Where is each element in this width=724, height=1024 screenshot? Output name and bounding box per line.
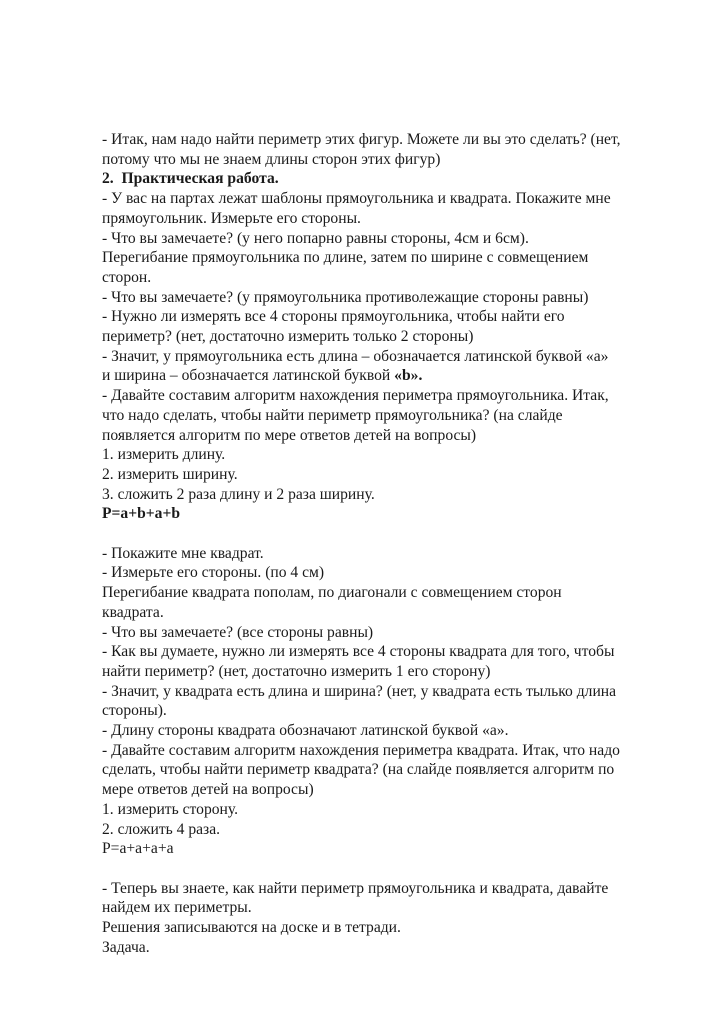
algorithm-step: 2. сложить 4 раза. bbox=[102, 820, 221, 838]
algorithm-step: 2. измерить ширину. bbox=[102, 465, 238, 483]
text-line: - Итак, нам надо найти периметр этих фигур. Можете ли вы это сделать? (нет, bbox=[102, 131, 621, 148]
text-line: - Что вы замечаете? (все стороны равны) bbox=[102, 623, 374, 641]
algorithm-step: 3. сложить 2 раза длину и 2 раза ширину. bbox=[102, 485, 375, 503]
text-line: Перегибание прямоугольника по длине, затем по ширине с совмещением bbox=[102, 249, 589, 267]
text-line: потому что мы не знаем длины сторон этих фигур) bbox=[102, 150, 441, 168]
text-line: квадрата. bbox=[102, 603, 164, 621]
text-line: - Как вы думаете, нужно ли измерять все 4 стороны квадрата для того, чтобы bbox=[102, 643, 615, 661]
section-title: Практическая работа. bbox=[121, 170, 279, 188]
section-heading bbox=[102, 169, 682, 189]
text-line: - Значит, у прямоугольника есть длина – обозначается латинской буквой «a» bbox=[102, 347, 609, 365]
text-line: что надо сделать, чтобы найти периметр прямоугольника? (на слайде bbox=[102, 406, 563, 424]
text-line: - Нужно ли измерять все 4 стороны прямоугольника, чтобы найти его bbox=[102, 308, 565, 326]
blank-line bbox=[102, 859, 682, 879]
text-line: - Что вы замечаете? (у прямоугольника противолежащие стороны равны) bbox=[102, 288, 589, 306]
text-line: - Теперь вы знаете, как найти периметр прямоугольника и квадрата, давайте bbox=[102, 879, 609, 897]
text-line: - Измерьте его стороны. (по 4 см) bbox=[102, 564, 325, 582]
text-line: появляется алгоритм по мере ответов детей на вопросы) bbox=[102, 426, 477, 444]
letter-b: «b». bbox=[394, 367, 423, 385]
document-page bbox=[102, 130, 682, 958]
text-line: прямоугольник. Измерьте его стороны. bbox=[102, 209, 361, 227]
rectangle-formula: P=a+b+a+b bbox=[102, 505, 181, 523]
text-line: мере ответов детей на вопросы) bbox=[102, 781, 314, 799]
section-number: 2. bbox=[102, 170, 114, 188]
text-line: - Что вы замечаете? (у него попарно равны стороны, 4см и 6см). bbox=[102, 229, 529, 247]
text-line bbox=[102, 366, 682, 386]
text-line: стороны). bbox=[102, 702, 167, 720]
algorithm-step: 1. измерить сторону. bbox=[102, 800, 239, 818]
text-line: Решения записываются на доске и в тетради. bbox=[102, 919, 401, 937]
text-line: - Длину стороны квадрата обозначают латинской буквой «а». bbox=[102, 722, 509, 740]
text-line: - Значит, у квадрата есть длина и ширина? (нет, у квадрата есть тылько длина bbox=[102, 682, 617, 700]
text-line: - У вас на партах лежат шаблоны прямоугольника и квадрата. Покажите мне bbox=[102, 190, 611, 208]
text-fragment: и ширина – обозначается латинской буквой bbox=[102, 367, 395, 385]
text-line: - Давайте составим алгоритм нахождения периметра квадрата. Итак, что надо bbox=[102, 741, 620, 759]
blank-line bbox=[102, 524, 682, 544]
text-line: сделать, чтобы найти периметр квадрата? (на слайде появляется алгоритм по bbox=[102, 761, 615, 779]
text-line: Задача. bbox=[102, 938, 150, 956]
text-line: - Давайте составим алгоритм нахождения периметра прямоугольника. Итак, bbox=[102, 387, 609, 405]
algorithm-step: 1. измерить длину. bbox=[102, 446, 226, 464]
text-line: Перегибание квадрата пополам, по диагонали с совмещением сторон bbox=[102, 584, 562, 602]
text-line: найдем их периметры. bbox=[102, 899, 252, 917]
text-line: найти периметр? (нет, достаточно измерить 1 его сторону) bbox=[102, 662, 491, 680]
text-line: периметр? (нет, достаточно измерить только 2 стороны) bbox=[102, 328, 474, 346]
text-line: - Покажите мне квадрат. bbox=[102, 544, 264, 562]
text-line: сторон. bbox=[102, 268, 152, 286]
square-formula: P=a+a+a+a bbox=[102, 840, 174, 858]
